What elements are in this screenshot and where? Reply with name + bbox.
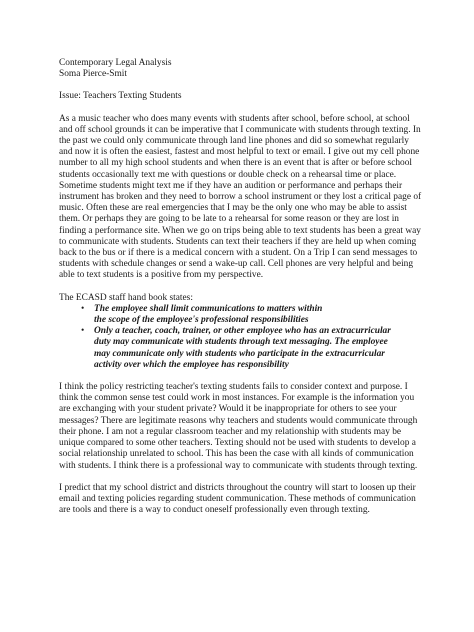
paragraph-line: think the common sense test could work in most instances. For example is the information you (59, 393, 415, 404)
author-name: Soma Pierce-Smit (59, 69, 127, 80)
policy-line: duty may communicate with students through text messaging. The employee (94, 337, 388, 348)
paragraph-line: students occasionally text me with questions or double check on a rehearsal time or place. (59, 169, 397, 180)
paragraph-line: social relationship unrelated to school. This has been the case with all kinds of communication (59, 449, 414, 460)
policy-line: activity over which the employee has responsibility (94, 359, 289, 370)
policy-item-limit-communications (81, 303, 414, 326)
issue-text: Issue: Teachers Texting Students (59, 91, 182, 102)
paragraph-line: them. Or perhaps they are going to be late to a rehearsal for some reason or they are lost in (59, 214, 399, 225)
bullet-icon: • (81, 326, 85, 337)
paragraph-line: number to all my high school students and when there is an event that is after or before school (59, 158, 413, 169)
paragraph-line: able to text students is a positive from my perspective. (59, 270, 264, 281)
paragraph-line: the past we could only communicate through land line phones and did so somewhat regularly (59, 136, 409, 147)
paragraph-line: As a music teacher who does many events with students after school, before school, at school (59, 113, 410, 124)
paragraph-line: students with schedule changes or send a wake-up call. Cell phones are very helpful and being (59, 259, 414, 270)
policy-item-text-messaging (81, 326, 414, 371)
paragraph-line: are tools and there is a way to conduct oneself professionally even through texting. (59, 505, 370, 516)
paragraph-line: Sometime students might text me if they have an audition or performance and perhaps their (59, 180, 403, 191)
paragraph-policy-critique (59, 382, 418, 472)
handbook-section (59, 293, 414, 371)
policy-list (59, 304, 414, 371)
handbook-intro: The ECASD staff hand book states: (59, 292, 193, 303)
policy-line: may communicate only with students who participate in the extracurricular (94, 348, 385, 359)
paragraph-line: are exchanging with your student private? Would it be inappropriate for others to see your (59, 404, 397, 415)
paragraph-line: I predict that my school district and districts throughout the country will start to loosen up their (59, 482, 416, 493)
paragraph-music-teacher (59, 113, 422, 282)
paragraph-line: and now it is often the easiest, fastest and most helpful to text or email. I give out my cell phone (59, 147, 420, 158)
paragraph-prediction (59, 483, 414, 517)
paragraph-line: email and texting policies regarding student communication. These methods of communication (59, 493, 416, 504)
paragraph-line: finding a performance site. When we go on trips being able to text students has been a great way (59, 225, 421, 236)
paragraph-line: their phone. I am not a regular classroom teacher and my relationship with students may be (59, 426, 402, 437)
policy-line: the scope of the employee's professional responsibilities (94, 315, 309, 326)
policy-line: Only a teacher, coach, trainer, or other employee who has an extracurricular (94, 326, 391, 337)
paragraph-line: with students. I think there is a professional way to communicate with students through texting. (59, 460, 418, 471)
paragraph-line: back to the bus or if there is a medical concern with a student. On a Trip I can send messages to (59, 248, 418, 259)
paragraph-line: instrument has broken and they need to borrow a school instrument or they lost a critical page of (59, 192, 422, 203)
course-title: Contemporary Legal Analysis (59, 58, 172, 68)
paragraph-line: messages? There are legitimate reasons why teachers and students would communicate through (59, 415, 418, 426)
paragraph-line: unique compared to some other teachers. Texting should not be used with students to develop a (59, 438, 416, 449)
issue-heading (59, 91, 414, 102)
document-header (59, 58, 414, 80)
paragraph-line: music. Often these are real emergencies that I may be the only one who may be able to assist (59, 203, 407, 214)
paragraph-line: and off school grounds it can be imperative that I communicate with students through texting. In (59, 124, 421, 135)
policy-line: The employee shall limit communications to matters within (94, 303, 323, 314)
bullet-icon: • (81, 303, 85, 314)
paragraph-line: I think the policy restricting teacher's texting students fails to consider context and purpose. I (59, 382, 408, 393)
paragraph-line: to communicate with students. Students can text their teachers if they are held up when coming (59, 236, 417, 247)
